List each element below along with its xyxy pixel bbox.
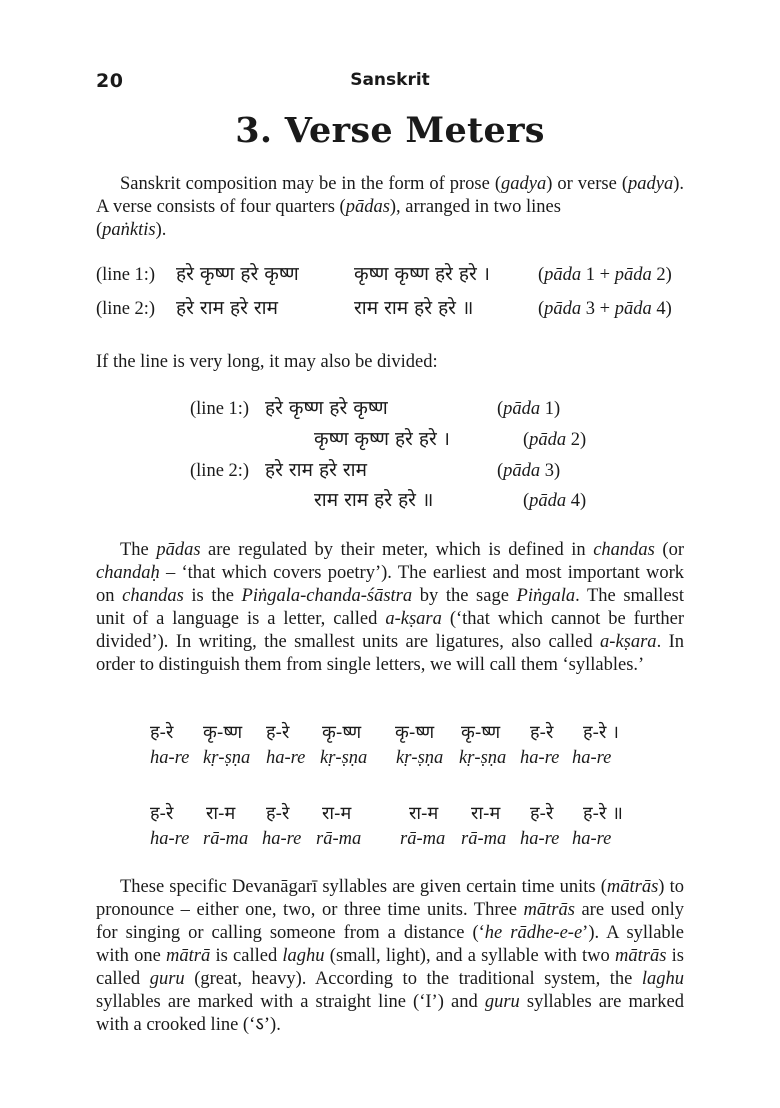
chapter-title: 3. Verse Meters: [235, 110, 545, 151]
verse-line-1: [96, 263, 155, 287]
syllable: ह-रे ।: [583, 722, 619, 743]
running-head: Sanskrit: [350, 70, 430, 90]
verse-line-2-half-2: राम राम हरे हरे ॥: [354, 297, 474, 319]
transliteration: ha-re: [520, 748, 560, 768]
pada-label: (pāda 3 + pāda 4): [538, 299, 672, 319]
intro-paragraph: Sanskrit composition may be in the form of prose (gadya) or verse (padya). A verse consists of four quarters (pādas), arranged in two lines (paṅktis).: [96, 174, 684, 240]
transliteration: kṛ-ṣṇa: [459, 748, 507, 768]
transliteration: kṛ-ṣṇa: [203, 748, 251, 768]
syllable: कृ-ष्ण: [322, 722, 362, 743]
transliteration: rā-ma: [461, 829, 507, 849]
divided-pada-4: राम राम हरे हरे ॥: [314, 489, 434, 511]
syllable: रा-म: [322, 803, 352, 824]
divided-pada-3: हरे राम हरे राम: [265, 459, 367, 481]
transliteration: rā-ma: [400, 829, 446, 849]
syllable-row-krishna-roman: [0, 748, 780, 772]
divided-pada-2: कृष्ण कृष्ण हरे हरे ।: [314, 428, 450, 450]
verse-line-1-half-2: कृष्ण कृष्ण हरे हरे ।: [354, 263, 490, 285]
syllable-row-krishna-devanagari: [0, 720, 780, 744]
transliteration: ha-re: [520, 829, 560, 849]
syllable: ह-रे: [266, 722, 290, 743]
pada-1-label: (pāda 1): [497, 399, 561, 419]
transliteration: rā-ma: [203, 829, 249, 849]
syllable-row-rama-devanagari: [0, 801, 780, 825]
divided-pada-1: हरे कृष्ण हरे कृष्ण: [265, 397, 388, 419]
pada-label: (pāda 1 + pāda 2): [538, 265, 672, 285]
syllable: कृ-ष्ण: [461, 722, 501, 743]
verse-line-2: [96, 297, 155, 321]
syllable: ह-रे: [530, 803, 554, 824]
syllable: ह-रे: [150, 803, 174, 824]
transliteration: ha-re: [572, 829, 612, 849]
transliteration: ha-re: [262, 829, 302, 849]
syllable: ह-रे: [266, 803, 290, 824]
syllable: कृ-ष्ण: [203, 722, 243, 743]
transliteration: ha-re: [572, 748, 612, 768]
line-label: (line 1:): [96, 265, 156, 285]
syllable: रा-म: [409, 803, 439, 824]
divided-line-2-label: (line 2:): [190, 461, 250, 481]
transliteration: ha-re: [266, 748, 306, 768]
syllable: ह-रे ॥: [583, 803, 623, 824]
transliteration: ha-re: [150, 829, 190, 849]
line-label: (line 2:): [96, 299, 156, 319]
meter-paragraph: The pādas are regulated by their meter, which is defined in chandas (or chandaḥ – ‘that which covers poetry’). The earliest and most important work on chandas is the Piṅgala-chanda-śāstra by the sage Piṅgala. The smallest unit of a language is a letter, called a-kṣara (‘that which cannot be further divided’). In writing, the smallest units are ligatures, also called a-kṣara. In order to distinguish them from single letters, we will call them ‘syllables.’: [96, 540, 685, 675]
divided-intro: If the line is very long, it may also be divided:: [96, 352, 438, 372]
syllable: कृ-ष्ण: [395, 722, 435, 743]
divided-line-1-label: (line 1:): [190, 399, 250, 419]
matra-paragraph: These specific Devanāgarī syllables are given certain time units (mātrās) to pronounce – either one, two, or three time units. Three mātrās are used only for singing or calling someone from a distance (‘he rādhe-e-e’). A syllable with one mātrā is called laghu (small, light), and a syllable with two mātrās is called guru (great, heavy). According to the traditional system, the laghu syllables are marked with a straight line (‘I’) and guru syllables are marked with a crooked line (‘ऽ’).: [96, 877, 685, 1035]
verse-line-2-half-1: हरे राम हरे राम: [176, 297, 278, 319]
transliteration: kṛ-ṣṇa: [396, 748, 444, 768]
syllable: रा-म: [206, 803, 236, 824]
pada-3-label: (pāda 3): [497, 461, 561, 481]
syllable-row-rama-roman: [0, 829, 780, 853]
page-number: 20: [96, 70, 124, 92]
transliteration: ha-re: [150, 748, 190, 768]
transliteration: kṛ-ṣṇa: [320, 748, 368, 768]
syllable: रा-म: [471, 803, 501, 824]
verse-line-1-half-1: हरे कृष्ण हरे कृष्ण: [176, 263, 299, 285]
pada-4-label: (pāda 4): [523, 491, 587, 511]
syllable: ह-रे: [150, 722, 174, 743]
transliteration: rā-ma: [316, 829, 362, 849]
pada-2-label: (pāda 2): [523, 430, 587, 450]
syllable: ह-रे: [530, 722, 554, 743]
